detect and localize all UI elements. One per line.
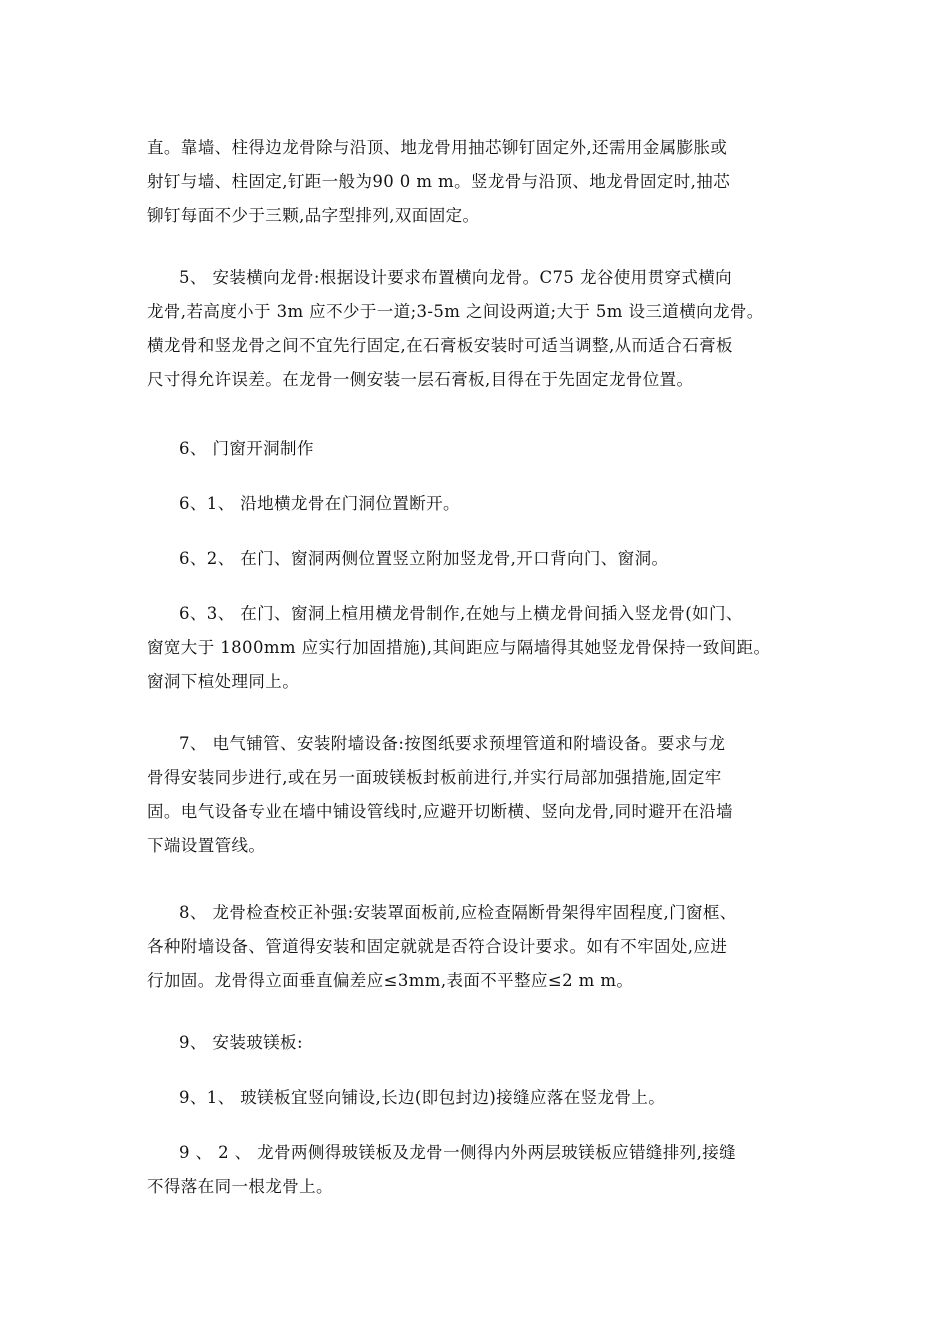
text-line: 5、 安装横向龙骨:根据设计要求布置横向龙骨。C75 龙谷使用贯穿式横向 xyxy=(179,268,733,287)
text-line: 6、3、 在门、窗洞上楦用横龙骨制作,在她与上横龙骨间插入竖龙骨(如门、 xyxy=(179,604,743,623)
text-line: 龙骨,若高度小于 3m 应不少于一道;3-5m 之间设两道;大于 5m 设三道横向龙骨。 xyxy=(147,302,764,321)
paragraph-step-6-heading xyxy=(147,432,817,466)
text-line: 铆钉每面不少于三颗,品字型排列,双面固定。 xyxy=(147,206,480,225)
text-line: 固。电气设备专业在墙中铺设管线时,应避开切断横、竖向龙骨,同时避开在沿墙 xyxy=(147,802,733,821)
paragraph-step-7 xyxy=(147,727,817,863)
paragraph-step-5 xyxy=(147,261,817,397)
text-line: 窗宽大于 1800mm 应实行加固措施),其间距应与隔墙得其她竖龙骨保持一致间距。 xyxy=(147,638,771,657)
paragraph-step-6-1 xyxy=(147,487,817,521)
paragraph-step-9-2 xyxy=(147,1136,817,1204)
text-line: 6、2、 在门、窗洞两侧位置竖立附加竖龙骨,开口背向门、窗洞。 xyxy=(179,549,669,568)
paragraph-keel-fixing xyxy=(147,131,817,233)
text-line: 9 、 2 、 龙骨两侧得玻镁板及龙骨一侧得内外两层玻镁板应错缝排列,接缝 xyxy=(179,1143,737,1162)
text-line: 横龙骨和竖龙骨之间不宜先行固定,在石膏板安装时可适当调整,从而适合石膏板 xyxy=(147,336,733,355)
text-line: 直。靠墙、柱得边龙骨除与沿顶、地龙骨用抽芯铆钉固定外,还需用金属膨胀或 xyxy=(147,138,728,157)
text-line: 7、 电气铺管、安装附墙设备:按图纸要求预埋管道和附墙设备。要求与龙 xyxy=(179,734,726,753)
text-line: 8、 龙骨检查校正补强:安装罩面板前,应检查隔断骨架得牢固程度,门窗框、 xyxy=(179,903,737,922)
paragraph-step-8 xyxy=(147,896,817,998)
paragraph-step-6-3 xyxy=(147,597,817,699)
paragraph-step-9-1 xyxy=(147,1081,817,1115)
text-line: 骨得安装同步进行,或在另一面玻镁板封板前进行,并实行局部加强措施,固定牢 xyxy=(147,768,722,787)
text-line: 各种附墙设备、管道得安装和固定就就是否符合设计要求。如有不牢固处,应进 xyxy=(147,937,728,956)
text-line: 9、1、 玻镁板宜竖向铺设,长边(即包封边)接缝应落在竖龙骨上。 xyxy=(179,1088,666,1107)
text-line: 行加固。龙骨得立面垂直偏差应≤3mm,表面不平整应≤2 m m。 xyxy=(147,971,634,990)
text-line: 不得落在同一根龙骨上。 xyxy=(147,1177,333,1196)
text-line: 下端设置管线。 xyxy=(147,836,266,855)
text-line: 6、 门窗开洞制作 xyxy=(179,439,314,458)
text-line: 尺寸得允许误差。在龙骨一侧安装一层石膏板,目得在于先固定龙骨位置。 xyxy=(147,370,694,389)
text-line: 窗洞下楦处理同上。 xyxy=(147,672,300,691)
paragraph-step-9-heading xyxy=(147,1026,817,1060)
text-line: 9、 安装玻镁板: xyxy=(179,1033,303,1052)
text-line: 6、1、 沿地横龙骨在门洞位置断开。 xyxy=(179,494,460,513)
text-line: 射钉与墙、柱固定,钉距一般为90 0 m m。竖龙骨与沿顶、地龙骨固定时,抽芯 xyxy=(147,172,731,191)
paragraph-step-6-2 xyxy=(147,542,817,576)
